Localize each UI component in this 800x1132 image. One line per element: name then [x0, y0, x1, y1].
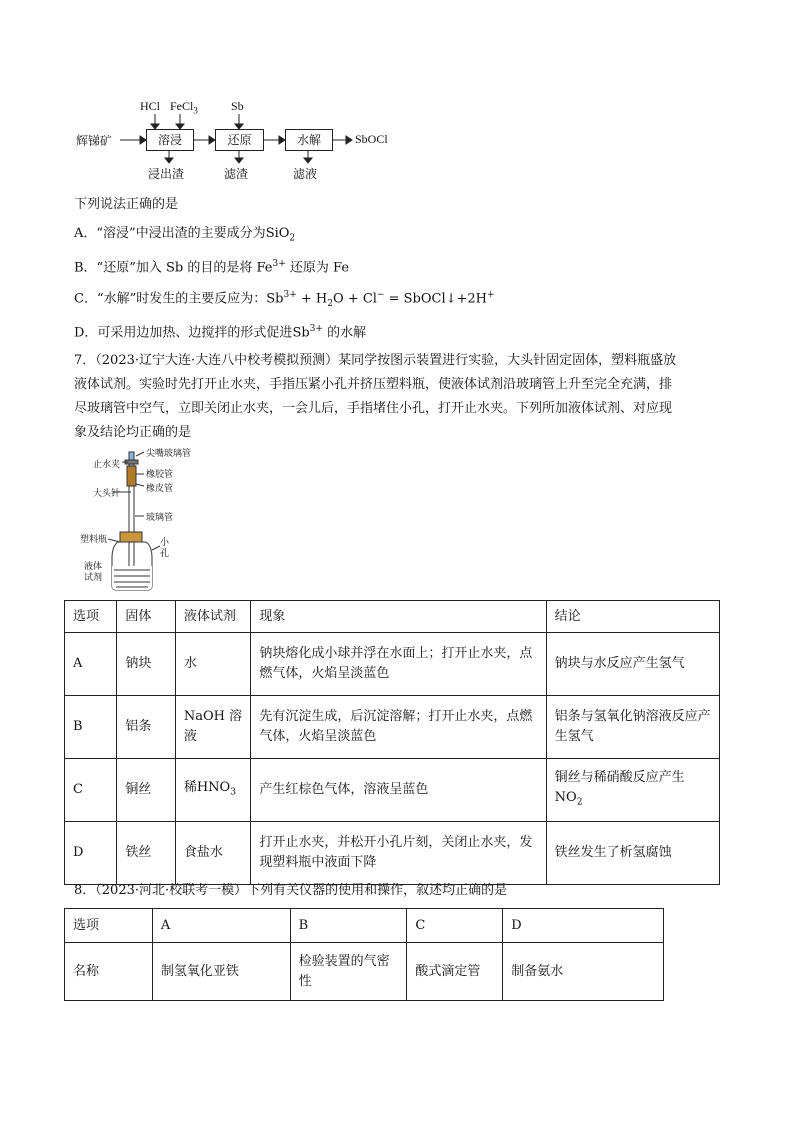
flow-step-hydrolysis: 水解: [285, 129, 333, 151]
cell-solid: 铝条: [117, 696, 175, 759]
flow-input-hcl: HCl: [140, 99, 161, 113]
header-cell: 固体: [117, 601, 175, 633]
cell-phenomenon: 打开止水夹，并松开小孔片刻，关闭止水夹，发现塑料瓶中液面下降: [251, 822, 546, 885]
header-cell: A: [152, 909, 290, 943]
q7-stem-line2: 液体试剂。实验时先打开止水夹，手指压紧小孔并挤压塑料瓶，使液体试剂沿玻璃管上升至完全充满，排: [74, 377, 673, 392]
flow-input-fecl3: FeCl$_3$: [170, 99, 198, 116]
table-row: [65, 822, 720, 885]
cell-option: A: [65, 633, 117, 696]
table-row: [65, 696, 720, 759]
label-glass-tube: 玻璃管: [146, 513, 174, 523]
label-rubber-1: 橡胶管: [146, 470, 174, 480]
q6-option-d: D．可采用边加热、边搅拌的形式促进$Sb^{3+}$ 的水解: [74, 324, 367, 341]
header-cell: 现象: [251, 601, 546, 633]
cell-option: B: [65, 696, 117, 759]
cell-option: D: [65, 822, 117, 885]
cell-liquid: 稀$HNO_3$: [175, 759, 251, 822]
cell-d: 制备氨水: [503, 943, 664, 1001]
flow-output-residue: 浸出渣: [148, 167, 185, 181]
q8-table: [64, 908, 664, 1001]
cell-phenomenon: 钠块熔化成小球并浮在水面上；打开止水夹，点燃气体，火焰呈淡蓝色: [251, 633, 546, 696]
q7-stem-line3: 尽玻璃管中空气，立即关闭止水夹，一会儿后，手指堵住小孔，打开止水夹。下列所加液体试剂、对应现: [74, 401, 673, 416]
q7-stem-line1: 7．（2023·辽宁大连·大连八中校考模拟预测）某同学按图示装置进行实验，大头针固定固体，塑料瓶盛放: [74, 353, 677, 368]
flow-raw-material: 辉锑矿: [76, 134, 113, 148]
cell-liquid: NaOH 溶液: [175, 696, 251, 759]
table-header-row: [65, 601, 720, 633]
cell-liquid: 水: [175, 633, 251, 696]
cell-label: 名称: [65, 943, 153, 1001]
flow-step-reduce: 还原: [215, 129, 264, 151]
flow-output-filtrate: 滤液: [293, 167, 318, 181]
cell-conclusion: 钠块与水反应产生氢气: [546, 633, 719, 696]
q6-option-a: A．“溶浸”中浸出渣的主要成分为SiO$_2$: [74, 226, 296, 244]
cell-phenomenon: 产生红棕色气体，溶液呈蓝色: [251, 759, 546, 822]
header-cell: C: [407, 909, 503, 943]
label-liquid: 液体试剂: [84, 562, 103, 583]
q8-stem: 8．（2023·河北·校联考一模）下列有关仪器的使用和操作，叙述均正确的是: [74, 883, 508, 898]
cell-solid: 钠块: [117, 633, 175, 696]
q6-stem: 下列说法正确的是: [74, 197, 179, 212]
label-hole: 小孔: [160, 538, 170, 559]
flow-product: SbOCl: [355, 132, 388, 146]
table-row: [65, 633, 720, 696]
label-bottle: 塑料瓶: [80, 535, 108, 545]
header-cell: 结论: [546, 601, 719, 633]
cell-conclusion: 铝条与氢氧化钠溶液反应产生氢气: [546, 696, 719, 759]
label-rubber-2: 橡皮管: [146, 484, 174, 494]
label-pin: 大头针: [93, 489, 121, 499]
flow-arrows: [0, 0, 800, 190]
cell-liquid: 食盐水: [175, 822, 251, 885]
header-cell: 选项: [65, 909, 153, 943]
table-header-row: [65, 909, 664, 943]
cell-solid: 铁丝: [117, 822, 175, 885]
header-cell: 选项: [65, 601, 117, 633]
cell-b: 检验装置的气密性: [290, 943, 407, 1001]
flow-step-leach: 溶浸: [146, 129, 194, 151]
cell-solid: 铜丝: [117, 759, 175, 822]
cell-conclusion: 铜丝与稀硝酸反应产生$NO_2$: [546, 759, 719, 822]
header-cell: D: [503, 909, 664, 943]
cell-c: 酸式滴定管: [407, 943, 503, 1001]
table-row: [65, 943, 664, 1001]
cell-phenomenon: 先有沉淀生成，后沉淀溶解；打开止水夹，点燃气体，火焰呈淡蓝色: [251, 696, 546, 759]
q7-stem-line4: 象及结论均正确的是: [74, 425, 192, 440]
q6-option-b: B．“还原”加入 Sb 的目的是将 $Fe^{3+}$ 还原为 Fe: [74, 259, 350, 276]
table-row: [65, 759, 720, 822]
q7-table: [64, 600, 720, 885]
cell-option: C: [65, 759, 117, 822]
label-clamp: 止水夹: [93, 460, 121, 470]
cell-conclusion: 铁丝发生了析氢腐蚀: [546, 822, 719, 885]
q6-option-c: C．“水解”时发生的主要反应为：$Sb^{3+} + H_2O + Cl^-$ = SbOCl↓+2H+: [74, 290, 495, 309]
header-cell: 液体试剂: [175, 601, 251, 633]
flow-input-sb: Sb: [231, 99, 244, 113]
flow-output-filter-residue: 滤渣: [224, 167, 249, 181]
header-cell: B: [290, 909, 407, 943]
cell-a: 制氢氧化亚铁: [152, 943, 290, 1001]
label-tip-tube: 尖嘴玻璃管: [146, 449, 192, 459]
